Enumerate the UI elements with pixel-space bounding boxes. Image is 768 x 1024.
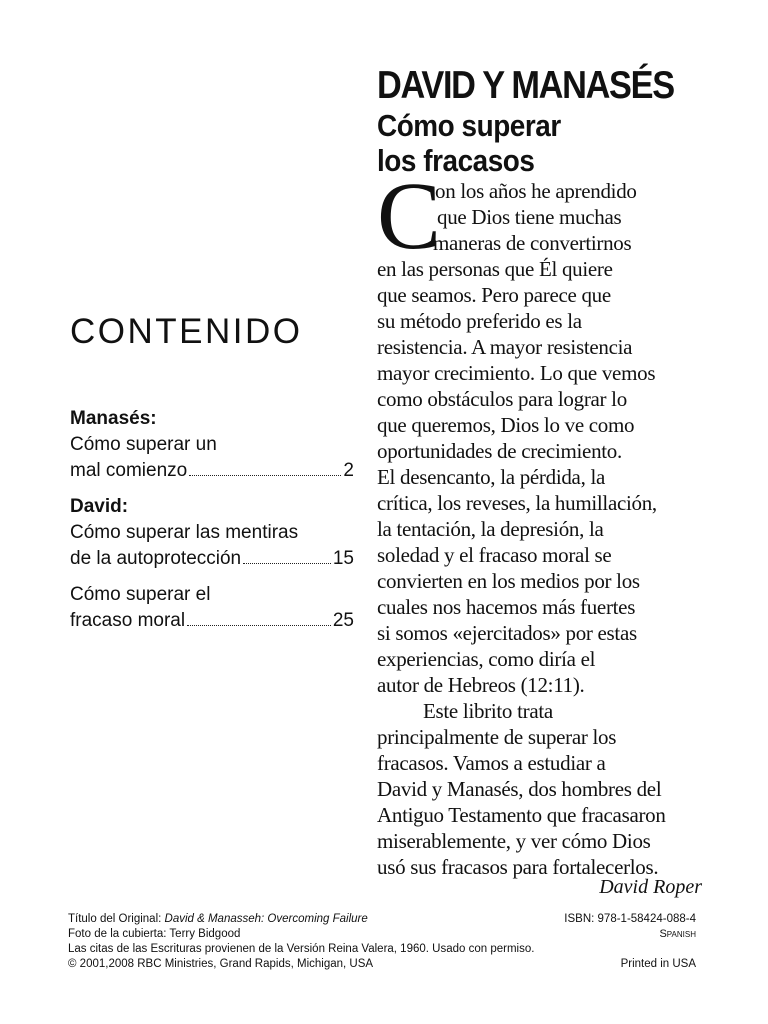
toc-line: Cómo superar un: [70, 434, 217, 455]
toc-line: de la autoprotección: [70, 548, 242, 569]
toc-entry-fracaso-moral[interactable]: [70, 582, 354, 634]
body-line: crítica, los reveses, la humillación,: [377, 491, 657, 515]
body-line: resistencia. A mayor resistencia: [377, 335, 633, 359]
toc-line: Cómo superar el: [70, 584, 211, 605]
original-title: [68, 912, 368, 927]
footer-row: [68, 942, 696, 957]
photo-credit: Foto de la cubierta: Terry Bidgood: [68, 928, 241, 940]
toc-entry-line: [70, 458, 354, 484]
printed-in: Printed in USA: [620, 958, 696, 970]
body-line: convierten en los medios por los: [377, 569, 640, 593]
table-of-contents: [70, 406, 354, 644]
body-line: autor de Hebreos (12:11).: [377, 673, 585, 697]
toc-line: fracaso moral: [70, 610, 186, 631]
body-line: si somos «ejercitados» por estas: [377, 621, 637, 645]
body-line: que Dios tiene muchas: [437, 205, 622, 229]
footer-row: [68, 912, 696, 927]
isbn: ISBN: 978-1-58424-088-4: [564, 913, 696, 925]
body-line: que queremos, Dios lo ve como: [377, 413, 635, 437]
body-line: on los años he aprendido: [435, 179, 637, 203]
body-line: El desencanto, la pérdida, la: [377, 465, 606, 489]
toc-heading: Manasés:: [70, 408, 157, 429]
subtitle-line-2: los fracasos: [377, 143, 535, 178]
body-line: la tentación, la depresión, la: [377, 517, 604, 541]
contents-title: CONTENIDO: [70, 312, 303, 351]
page-title: DAVID Y MANASÉS: [377, 64, 674, 107]
title-block: [377, 64, 737, 178]
drop-cap: C: [377, 162, 441, 269]
toc-entry-line: [70, 546, 354, 572]
toc-dot-leader: [243, 563, 331, 564]
original-title-text: David & Manasseh: Overcoming Failure: [164, 913, 368, 925]
body-line: fracasos. Vamos a estudiar a: [377, 751, 606, 775]
scripture-note: Las citas de las Escrituras provienen de la Versión Reina Valera, 1960. Usado con permiso.: [68, 943, 535, 955]
body-line: oportunidades de crecimiento.: [377, 439, 622, 463]
body-line: miserablemente, y ver cómo Dios: [377, 829, 651, 853]
toc-page-number: 2: [343, 460, 354, 481]
original-title-label: Título del Original:: [68, 913, 165, 925]
copyright: © 2001,2008 RBC Ministries, Grand Rapids, Michigan, USA: [68, 958, 374, 970]
author-signature: David Roper: [599, 876, 702, 898]
toc-line: mal comienzo: [70, 460, 188, 481]
body-line: su método preferido es la: [377, 309, 582, 333]
toc-dot-leader: [189, 475, 341, 476]
toc-dot-leader: [187, 625, 331, 626]
colophon: [68, 912, 696, 972]
toc-heading: David:: [70, 496, 129, 517]
body-line: usó sus fracasos para fortalecerlos.: [377, 855, 659, 879]
footer-row: [68, 957, 696, 972]
body-line: Antiguo Testamento que fracasaron: [377, 803, 666, 827]
body-line: en las personas que Él quiere: [377, 257, 613, 281]
toc-page-number: 15: [332, 548, 354, 569]
body-line: que seamos. Pero parece que: [377, 283, 611, 307]
body-line: como obstáculos para lograr lo: [377, 387, 627, 411]
body-line: Este librito trata: [423, 699, 553, 723]
subtitle-line-1: Cómo superar: [377, 108, 561, 143]
footer-row: [68, 927, 696, 942]
body-line: mayor crecimiento. Lo que vemos: [377, 361, 656, 385]
language-label: Spanish: [659, 928, 696, 940]
toc-entry-line: [70, 608, 354, 634]
toc-line: Cómo superar las mentiras: [70, 522, 299, 543]
body-line: maneras de convertirnos: [433, 231, 632, 255]
intro-body: [377, 162, 717, 880]
toc-entry-manases[interactable]: [70, 406, 354, 484]
body-line: David y Manasés, dos hombres del: [377, 777, 662, 801]
body-line: experiencias, como diría el: [377, 647, 596, 671]
toc-entry-david[interactable]: [70, 494, 354, 572]
toc-page-number: 25: [332, 610, 354, 631]
body-line: soledad y el fracaso moral se: [377, 543, 612, 567]
body-line: cuales nos hacemos más fuertes: [377, 595, 636, 619]
body-line: principalmente de superar los: [377, 725, 617, 749]
